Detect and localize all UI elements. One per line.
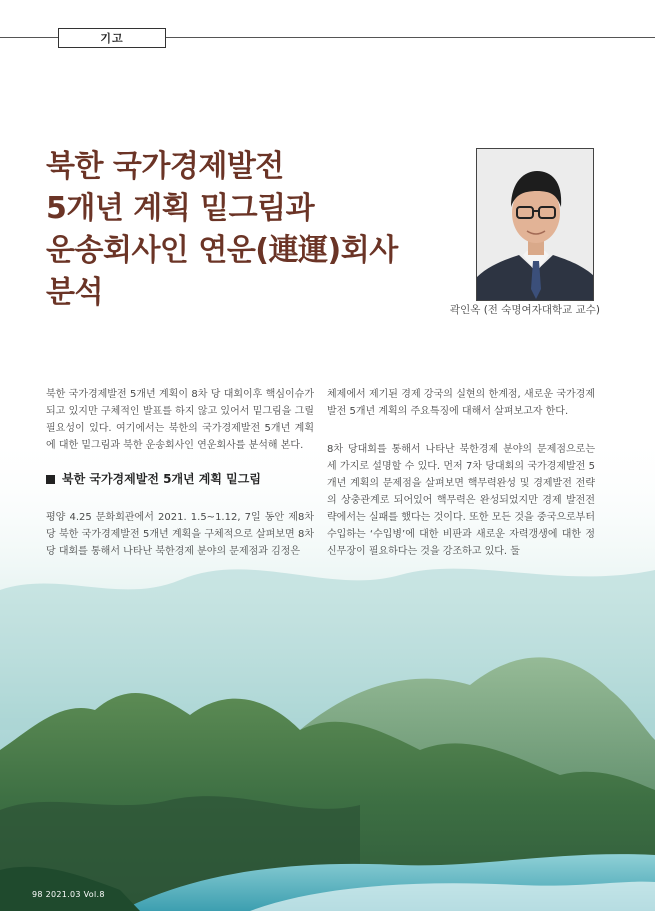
- author-caption: 곽인옥 (전 숙명여자대학교 교수): [449, 304, 600, 316]
- body-paragraph-3: 8차 당대회를 통해서 나타난 북한경제 분야의 문제점으로는 세 가지로 설명할 수 있다. 먼저 7차 당대회의 국가경제발전 5개년 계획의 문제점을 살펴보면 핵무력완성 및 경제발전 전략의 상충관계로 되어있어 핵무력은 완성되었지만 경제 발전전략에서는 실패를 했다는 것이다. 또한 모든 것을 중국으로부터 수입하는 ‘수입병’에 대한 비판과 새로운 자력갱생에 대한 정신무장이 필요하다는 것을 강조하고 있다. 둘: [327, 444, 595, 557]
- intro-paragraph: 북한 국가경제발전 5개년 계획이 8차 당 대회이후 핵심이슈가 되고 있지만 구체적인 발표를 하지 않고 있어서 밑그림을 그릴 필요성이 있다. 여기에서는 북한의 국가경제발전 5개년 계획에 대한 밑그림과 북한 운송회사인 연운회사를 분석해 본다.: [46, 389, 314, 451]
- title-line-4: 분석: [46, 275, 103, 310]
- body-paragraph-1: 평양 4.25 문화회관에서 2021. 1.5~1.12, 7일 동안 제8차 당 북한 국가경제발전 5개년 계획을 구체적으로 살펴보면 8차 당 대회를 통해서 나타난 북한경제 분야의 문제점과 김정은: [46, 512, 314, 557]
- section-tag: 기고: [58, 28, 166, 48]
- title-line-3: 운송회사인 연운(連運)회사: [46, 233, 398, 268]
- article-title: [46, 146, 466, 314]
- section-heading: [46, 471, 314, 488]
- section-heading-text: 북한 국가경제발전 5개년 계획 밑그림: [62, 472, 261, 486]
- author-photo: [476, 148, 594, 301]
- title-line-2: 5개년 계획 밑그림과: [46, 191, 315, 226]
- left-column: [46, 386, 314, 560]
- title-line-1: 북한 국가경제발전: [46, 149, 284, 184]
- page-footer: 98 2021.03 Vol.8: [32, 890, 105, 899]
- square-bullet-icon: [46, 475, 55, 484]
- body-paragraph-2: 체제에서 제기된 경제 강국의 실현의 한계점, 새로운 국가경제발전 5개년 계획의 주요특징에 대해서 살펴보고자 한다.: [327, 389, 595, 417]
- right-column: [327, 386, 595, 560]
